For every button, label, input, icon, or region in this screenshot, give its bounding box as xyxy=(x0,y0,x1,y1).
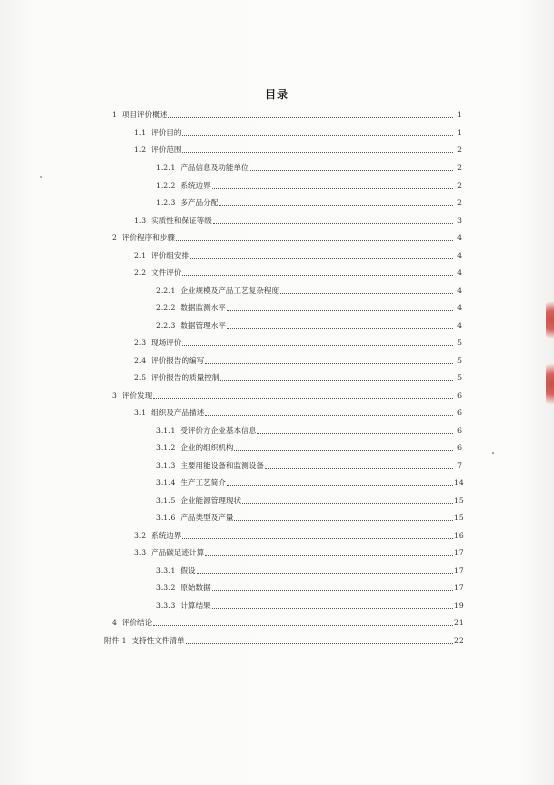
toc-entry-1-2-2[interactable] xyxy=(156,179,462,191)
toc-entry-number: 3.1.2 xyxy=(156,443,176,452)
toc-leader-dots xyxy=(205,414,453,416)
toc-leader-dots xyxy=(176,239,453,241)
toc-entry-number: 1 xyxy=(112,110,117,119)
toc-entry-page: 6 xyxy=(457,408,462,417)
toc-leader-dots xyxy=(182,274,453,276)
toc-entry-label: 企业的组织机构 xyxy=(180,443,234,452)
toc-entry-page: 17 xyxy=(454,565,464,575)
toc-entry-number: 2.5 xyxy=(134,373,147,382)
toc-leader-dots xyxy=(213,222,453,224)
seal-stamp-edge xyxy=(546,362,554,406)
toc-leader-dots xyxy=(168,116,453,118)
toc-entry-page: 5 xyxy=(457,338,462,347)
toc-entry-label: 评价组安排 xyxy=(151,250,190,260)
toc-title: 目录 xyxy=(265,88,289,101)
toc-entry-page: 4 xyxy=(457,303,462,312)
toc-entry-number: 3.3 xyxy=(134,548,147,557)
toc-entry-number: 2.2.1 xyxy=(156,285,176,295)
toc-entry-label: 文件评价 xyxy=(151,268,182,277)
toc-entry-3-1-5[interactable] xyxy=(156,494,462,506)
toc-entry-number: 1.2.1 xyxy=(156,163,176,172)
toc-entry-page: 22 xyxy=(454,635,464,645)
toc-entry-label: 生产工艺简介 xyxy=(180,478,226,487)
toc-entry-label: 系统边界 xyxy=(180,180,211,190)
seal-stamp-edge xyxy=(546,300,554,340)
toc-entry-page: 4 xyxy=(457,320,462,330)
toc-entry-3-1-4[interactable] xyxy=(156,476,462,488)
toc-entry-2[interactable] xyxy=(112,231,462,243)
toc-entry-page: 4 xyxy=(457,285,462,295)
toc-entry-label: 评价范围 xyxy=(151,145,182,154)
toc-entry-number: 1.2.2 xyxy=(156,180,176,190)
toc-entry-2-2-3[interactable] xyxy=(156,319,462,331)
toc-leader-dots xyxy=(153,397,453,399)
toc-entry-page: 7 xyxy=(457,460,462,470)
toc-leader-dots xyxy=(219,204,453,206)
toc-entry-number: 3.2 xyxy=(134,530,147,540)
toc-entry-label: 计算结果 xyxy=(180,600,211,610)
toc-entry-3-3-2[interactable] xyxy=(156,581,462,593)
toc-entry-number: 2.3 xyxy=(134,338,147,347)
toc-entry-page: 21 xyxy=(454,618,464,627)
toc-leader-dots xyxy=(234,519,453,521)
toc-entry-4[interactable] xyxy=(112,616,462,628)
toc-entry-page: 5 xyxy=(457,355,462,365)
toc-entry-page: 6 xyxy=(457,443,462,452)
toc-entry-number: 1.1 xyxy=(134,127,147,137)
toc-leader-dots xyxy=(205,362,453,364)
toc-leader-dots xyxy=(182,134,453,136)
toc-entry-page: 4 xyxy=(457,233,462,242)
toc-entry-number: 3.1.1 xyxy=(156,425,176,435)
toc-entry-page: 16 xyxy=(454,530,464,540)
toc-entry-label: 实质性和保证等级 xyxy=(151,215,212,225)
toc-entry-3-1-3[interactable] xyxy=(156,459,462,471)
toc-entry-label: 支持性文件清单 xyxy=(131,635,185,645)
toc-entry-number: 2.2.3 xyxy=(156,320,176,330)
toc-entry-label: 假设 xyxy=(180,565,196,575)
toc-leader-dots xyxy=(257,432,453,434)
toc-entry-label: 企业能源管理现状 xyxy=(180,495,242,505)
toc-leader-dots xyxy=(153,624,453,626)
toc-leader-dots xyxy=(212,187,453,189)
toc-leader-dots xyxy=(182,537,453,539)
toc-entry-page: 14 xyxy=(454,478,464,487)
toc-entry-number: 2.4 xyxy=(134,355,147,365)
toc-entry-2-2-2[interactable] xyxy=(156,301,462,313)
scan-speck xyxy=(492,452,494,454)
toc-entry-page: 2 xyxy=(457,180,462,190)
toc-entry-label: 产品信息及功能单位 xyxy=(180,163,249,172)
toc-entry-2-2-1[interactable] xyxy=(156,284,462,296)
toc-entry-page: 3 xyxy=(457,215,462,225)
toc-leader-dots xyxy=(265,467,453,469)
toc-entry-1-2-1[interactable] xyxy=(156,161,462,173)
toc-entry-number: 3.3.3 xyxy=(156,600,176,610)
toc-entry-page: 1 xyxy=(457,127,462,137)
toc-entry-2-1[interactable] xyxy=(134,249,462,261)
toc-entry-number: 3.3.2 xyxy=(156,583,176,592)
toc-entry-page: 15 xyxy=(454,495,464,505)
toc-entry-number: 3.1 xyxy=(134,408,147,417)
toc-entry-page: 1 xyxy=(457,110,462,119)
toc-entry-3-3[interactable] xyxy=(134,546,462,558)
toc-entry-label: 评价报告的质量控制 xyxy=(151,373,220,382)
toc-entry-label: 评价报告的编写 xyxy=(151,355,205,365)
toc-entry-label: 评价目的 xyxy=(151,127,182,137)
toc-entry-page: 2 xyxy=(457,163,462,172)
toc-leader-dots xyxy=(212,607,453,609)
toc-entry-number: 3.3.1 xyxy=(156,565,176,575)
toc-entry-number: 4 xyxy=(112,618,117,627)
toc-entry-3-1-6[interactable] xyxy=(156,511,462,523)
toc-entry-label: 受评价方企业基本信息 xyxy=(180,425,257,435)
toc-entry-page: 15 xyxy=(454,513,464,522)
toc-entry-2-2[interactable] xyxy=(134,266,462,278)
toc-entry-1-2[interactable] xyxy=(134,143,462,155)
toc-entry-label: 系统边界 xyxy=(151,530,182,540)
toc-entry-3-3-1[interactable] xyxy=(156,564,462,576)
scan-speck xyxy=(40,176,42,178)
toc-leader-dots xyxy=(250,169,453,171)
toc-entry-label: 评价结论 xyxy=(121,618,153,627)
toc-entry-2-4[interactable] xyxy=(134,354,462,366)
toc-entry-number: 3.1.3 xyxy=(156,460,176,470)
toc-entry-3-3-3[interactable] xyxy=(156,599,462,611)
toc-leader-dots xyxy=(242,502,453,504)
toc-entry-page: 17 xyxy=(454,548,464,557)
toc-entry-number: 3.1.4 xyxy=(156,478,176,487)
toc-entry-page: 5 xyxy=(457,373,462,382)
toc-leader-dots xyxy=(212,589,453,591)
toc-entry-2-5[interactable] xyxy=(134,371,462,383)
toc-entry-label: 数据管理水平 xyxy=(180,320,226,330)
toc-entry-label: 项目评价概述 xyxy=(121,110,168,119)
toc-leader-dots xyxy=(182,151,453,153)
toc-entry-number: 2.2 xyxy=(134,268,147,277)
toc-entry-label: 现场评价 xyxy=(151,338,182,347)
toc-entry-label: 企业规模及产品工艺复杂程度 xyxy=(180,285,280,295)
toc-entry-number: 附件 1 xyxy=(104,635,127,645)
toc-entry-2-3[interactable] xyxy=(134,336,462,348)
toc-entry-label: 多产品分配 xyxy=(180,198,219,207)
toc-entry-3-2[interactable] xyxy=(134,529,462,541)
toc-entry-label: 组织及产品描述 xyxy=(151,408,205,417)
toc-entry-number: 2 xyxy=(112,233,117,242)
toc-entry-label: 产品类型及产量 xyxy=(180,513,234,522)
toc-entry-3-1[interactable] xyxy=(134,406,462,418)
toc-leader-dots xyxy=(227,327,453,329)
toc-entry-label: 评价发现 xyxy=(121,390,153,400)
toc-entry-3-1-1[interactable] xyxy=(156,424,462,436)
toc-entry-number: 1.3 xyxy=(134,215,147,225)
toc-entry-label: 产品碳足迹计算 xyxy=(151,548,205,557)
toc-entry-3-1-2[interactable] xyxy=(156,441,462,453)
toc-entry-page: 2 xyxy=(457,198,462,207)
toc-entry-page: 6 xyxy=(457,425,462,435)
toc-entry-1-3[interactable] xyxy=(134,214,462,226)
toc-leader-dots xyxy=(227,484,453,486)
toc-leader-dots xyxy=(234,449,453,451)
toc-entry-page: 19 xyxy=(454,600,464,610)
toc-entry-3[interactable] xyxy=(112,389,462,401)
toc-entry-number: 2.1 xyxy=(134,250,147,260)
toc-entry-label: 主要用能设备和监测设备 xyxy=(180,460,264,470)
toc-entry-label: 评价程序和步骤 xyxy=(121,233,175,242)
toc-leader-dots xyxy=(182,344,453,346)
toc-entry-page: 17 xyxy=(454,583,464,592)
toc-entry-label: 数据监测水平 xyxy=(180,303,226,312)
toc-entry-1-1[interactable] xyxy=(134,126,462,138)
toc-leader-dots xyxy=(186,642,453,644)
toc-entry-number: 2.2.2 xyxy=(156,303,176,312)
toc-entry-number: 1.2.3 xyxy=(156,198,176,207)
toc-entry-appendix-1[interactable] xyxy=(104,634,462,646)
toc-leader-dots xyxy=(227,309,453,311)
toc-entry-page: 4 xyxy=(457,250,462,260)
toc-leader-dots xyxy=(220,379,453,381)
toc-entry-number: 1.2 xyxy=(134,145,147,154)
toc-entry-1-2-3[interactable] xyxy=(156,196,462,208)
toc-leader-dots xyxy=(197,572,453,574)
toc-entry-page: 2 xyxy=(457,145,462,154)
toc-leader-dots xyxy=(205,554,453,556)
toc-entry-number: 3.1.6 xyxy=(156,513,176,522)
toc-entry-number: 3.1.5 xyxy=(156,495,176,505)
toc-leader-dots xyxy=(280,292,453,294)
toc-entry-1[interactable] xyxy=(112,108,462,120)
toc-leader-dots xyxy=(190,257,453,259)
toc-entry-page: 4 xyxy=(457,268,462,277)
toc-entry-label: 原始数据 xyxy=(180,583,211,592)
toc-entry-number: 3 xyxy=(112,390,117,400)
toc-entry-page: 6 xyxy=(457,390,462,400)
